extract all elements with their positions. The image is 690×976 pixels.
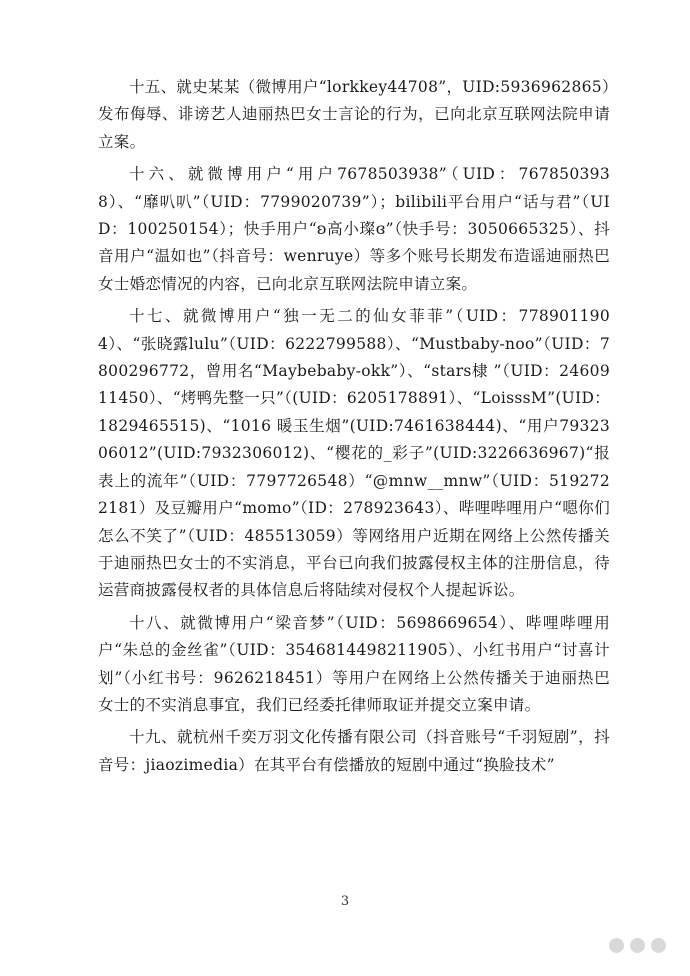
paragraph-17: 十七、就微博用户“独一无二的仙女菲菲”（UID：7789011904）、“张晓露lulu”（UID：6222799588）、“Mustbaby-noo”（UID：7800296772，曾用名“Maybebaby-okk”）、“stars棣 ”（UID：2460911450）、“烤鸭先整一只”（(UID：6205178891）、“LoisssM”(UID：1829465515)、“1016 暖玉生烟”(UID:7461638444)、“用户7932306012”(UID:7932306012)、“樱花的_彩子”(UID:3226636967)“报表上的流年”（UID：7797726548）“@mnw__mnw”（UID：5192722181）及豆瓣用户“momo”（ID：278923643）、哔哩哔哩用户“嗯你们怎么不笑了”（UID：485513059）等网络用户近期在网络上公然传播关于迪丽热巴女士的不实消息，平台已向我们披露侵权主体的注册信息，待运营商披露侵权者的具体信息后将陆续对侵权个人提起诉讼。 (98, 307, 610, 600)
watermark-dot-icon (609, 938, 624, 953)
watermark-dot-icon (630, 938, 645, 953)
watermark-dot-icon (651, 938, 666, 953)
paragraph-18: 十八、就微博用户“梁音梦”（UID：5698669654）、哔哩哔哩用户“朱总的金丝雀”（UID：3546814498211905）、小红书用户“讨喜计划”（小红书号：9626218451）等用户在网络上公然传播关于迪丽热巴女士的不实消息事宜，我们已经委托律师取证并提交立案申请。 (98, 613, 610, 714)
page-number: 3 (340, 894, 350, 909)
paragraph-16: 十六、就微博用户“用户7678503938”（UID：7678503938）、“靡叭叭”（UID：7799020739”）；bilibili平台用户“话与君”（UID：100250154）；快手用户“ʚ高小璨ɞ”（快手号：3050665325）、抖音用户“温如也”（抖音号：wenruye）等多个账号长期发布造谣迪丽热巴女士婚恋情况的内容，已向北京互联网法院申请立案。 (98, 165, 610, 293)
paragraph-15: 十五、就史某某（微博用户“lorkkey44708”，UID:5936962865）发布侮辱、诽谤艺人迪丽热巴女士言论的行为，已向北京互联网法院申请立案。 (98, 78, 610, 151)
watermark-dots (609, 938, 666, 953)
paragraph-19: 十九、就杭州千奕万羽文化传播有限公司（抖音账号“千羽短剧”，抖音号：jiaozimedia）在其平台有偿播放的短剧中通过“换脸技术” (98, 728, 610, 774)
